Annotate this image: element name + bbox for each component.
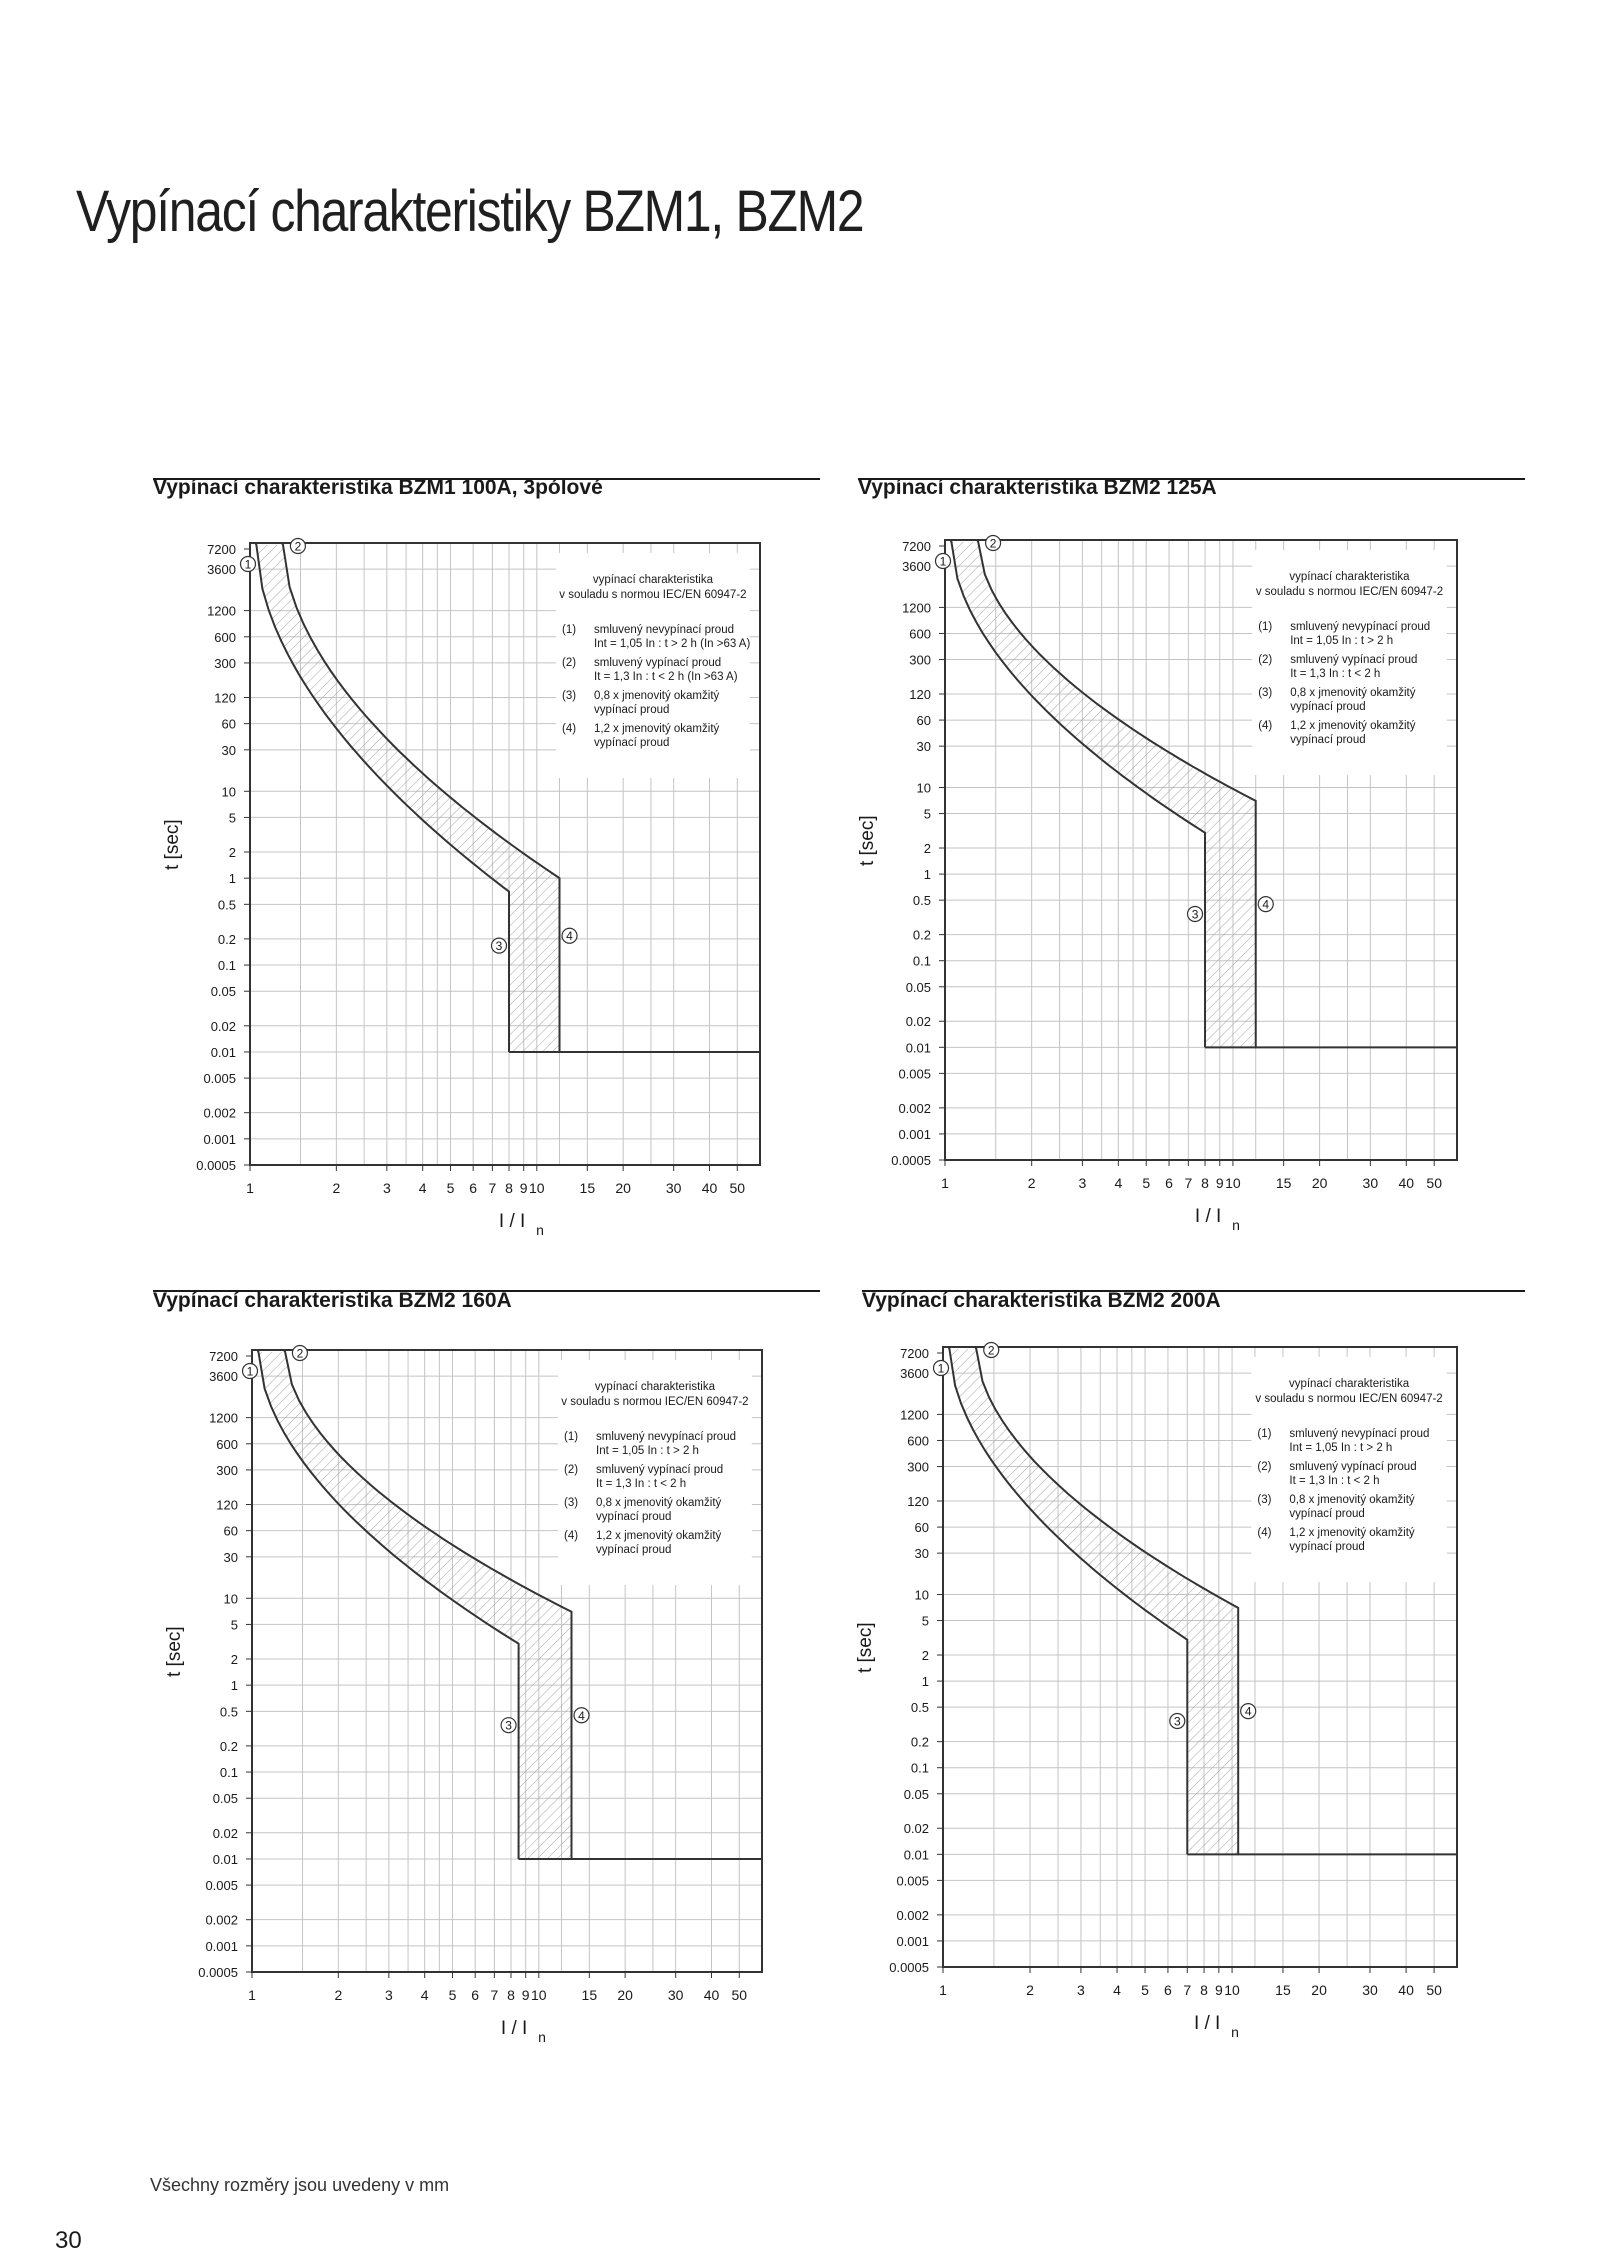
y-tick-label: 0.2	[219, 1738, 238, 1754]
y-tick-label: 10	[221, 784, 236, 800]
marker-label-3: 3	[1191, 907, 1199, 922]
x-tick-label: 15	[1275, 1982, 1291, 1998]
legend-item-text: vypínací proud	[1290, 734, 1366, 746]
x-tick-label: 8	[505, 1180, 513, 1196]
y-tick-label: 0.2	[217, 931, 236, 947]
legend-item-number: (2)	[1258, 654, 1273, 666]
legend-item-text: It = 1,3 In : t < 2 h	[1289, 1475, 1380, 1487]
legend-item-number: (1)	[1257, 1428, 1272, 1440]
y-tick-label: 2	[923, 841, 931, 857]
y-tick-label: 0.05	[212, 1791, 238, 1807]
y-tick-label: 0.01	[905, 1040, 931, 1056]
legend-item-number: (4)	[1257, 1527, 1272, 1539]
y-tick-label: 10	[916, 780, 931, 796]
legend-title: vypínací charakteristika	[1289, 571, 1410, 583]
x-tick-label: 4	[418, 1180, 427, 1196]
legend-item-text: Int = 1,05 In : t > 2 h	[1289, 1442, 1393, 1454]
y-tick-label: 300	[216, 1462, 238, 1478]
x-tick-label: 8	[507, 1987, 515, 2003]
x-tick-label: 5	[1141, 1982, 1149, 1998]
y-tick-label: 30	[916, 739, 931, 755]
y-tick-label: 0.5	[912, 893, 931, 909]
y-tick-label: 1	[923, 867, 931, 883]
y-tick-label: 600	[909, 626, 931, 642]
y-tick-label: 2	[921, 1648, 929, 1664]
trip-chart-4	[855, 1343, 1457, 2041]
legend-item-text: 0,8 x jmenovitý okamžitý	[1289, 1494, 1415, 1506]
legend-item-text: smluvený vypínací proud	[1289, 1461, 1417, 1473]
y-tick-label: 600	[214, 629, 236, 645]
trip-chart-3	[164, 1346, 762, 2046]
y-tick-label: 0.02	[903, 1821, 929, 1837]
x-tick-label: 40	[703, 1987, 720, 2003]
y-tick-label: 0.002	[203, 1105, 236, 1121]
marker-label-1: 1	[246, 1364, 254, 1379]
y-tick-label: 5	[921, 1613, 929, 1629]
chart-heading-bzm2-160a: Vypínací charakteristika BZM2 160A	[153, 1289, 512, 1312]
x-tick-label: 2	[1026, 1982, 1034, 1998]
legend-title: vypínací charakteristika	[592, 574, 713, 586]
trip-band-fill	[949, 1347, 1238, 1854]
legend-item-text: Int = 1,05 In : t > 2 h	[596, 1445, 699, 1457]
y-tick-label: 3600	[209, 1369, 238, 1385]
x-tick-label: 2	[334, 1987, 343, 2003]
legend-item-text: vypínací proud	[594, 737, 670, 749]
x-tick-label: 2	[332, 1180, 341, 1196]
legend-item-number: (4)	[564, 1530, 579, 1542]
marker-label-2: 2	[294, 539, 302, 554]
x-tick-label: 30	[1362, 1982, 1378, 1998]
x-tick-label: 6	[469, 1180, 478, 1196]
y-tick-label: 10	[914, 1587, 929, 1603]
trip-band-fill	[258, 1350, 571, 1859]
x-tick-label: 1	[941, 1175, 949, 1191]
legend-item-text: 1,2 x jmenovitý okamžitý	[596, 1530, 722, 1542]
y-tick-label: 0.2	[910, 1734, 929, 1750]
y-tick-label: 0.005	[205, 1878, 238, 1894]
legend-item-text: vypínací proud	[1289, 1541, 1365, 1553]
x-tick-label: 40	[1398, 1982, 1414, 1998]
x-tick-label: 4	[420, 1987, 429, 2003]
legend-item-number: (2)	[1257, 1461, 1272, 1473]
legend-item-text: Int = 1,05 In : t > 2 h	[1290, 635, 1394, 647]
legend-item-text: 1,2 x jmenovitý okamžitý	[1289, 1527, 1415, 1539]
x-axis-label-subscript: n	[1232, 1217, 1240, 1233]
y-tick-label: 7200	[902, 539, 931, 554]
x-tick-label: 9	[1214, 1982, 1223, 1998]
x-tick-label: 15	[579, 1180, 596, 1196]
x-tick-label: 30	[1362, 1175, 1379, 1191]
y-tick-label: 0.005	[896, 1873, 929, 1889]
x-tick-label: 5	[446, 1180, 455, 1196]
legend-item-text: smluvený nevypínací proud	[596, 1431, 736, 1443]
legend-item-text: smluvený vypínací proud	[594, 657, 722, 669]
x-axis-label-subscript: n	[1231, 2024, 1239, 2040]
y-tick-label: 0.1	[910, 1760, 929, 1776]
y-tick-label: 0.02	[212, 1825, 238, 1841]
x-tick-label: 50	[729, 1180, 746, 1196]
chart-heading-bzm2-125a: Vypínací charakteristika BZM2 125A	[858, 476, 1217, 499]
trip-chart-2	[857, 536, 1457, 1234]
y-tick-label: 300	[907, 1459, 929, 1475]
marker-label-3: 3	[505, 1718, 512, 1733]
y-tick-label: 2	[228, 845, 236, 861]
y-tick-label: 0.1	[217, 958, 236, 974]
x-tick-label: 6	[1165, 1175, 1173, 1191]
x-axis-label-subscript: n	[536, 1222, 544, 1238]
legend-item-number: (1)	[1258, 621, 1273, 633]
y-tick-label: 300	[214, 655, 236, 671]
y-tick-label: 5	[228, 810, 236, 826]
y-tick-label: 0.02	[905, 1014, 931, 1030]
page-title: Vypínací charakteristiky BZM1, BZM2	[76, 179, 864, 244]
marker-label-2: 2	[987, 1343, 995, 1358]
legend-item-text: It = 1,3 In : t < 2 h	[1290, 668, 1381, 680]
y-tick-label: 60	[916, 713, 931, 729]
y-tick-label: 0.1	[219, 1765, 238, 1781]
y-tick-label: 1200	[902, 600, 931, 616]
y-tick-label: 60	[221, 716, 236, 732]
legend-item-number: (4)	[1258, 720, 1273, 732]
y-tick-label: 120	[909, 687, 931, 703]
legend-item-text: 0,8 x jmenovitý okamžitý	[1290, 687, 1416, 699]
legend-item-text: vypínací proud	[596, 1511, 672, 1523]
x-tick-label: 15	[581, 1987, 598, 2003]
y-tick-label: 0.01	[210, 1044, 236, 1060]
legend-item-text: smluvený nevypínací proud	[594, 624, 734, 636]
x-tick-label: 2	[1027, 1175, 1036, 1191]
legend-item-text: smluvený vypínací proud	[596, 1464, 724, 1476]
y-tick-label: 5	[230, 1617, 238, 1633]
y-tick-label: 1200	[209, 1410, 238, 1426]
marker-label-4: 4	[1244, 1704, 1252, 1719]
marker-label-3: 3	[495, 939, 503, 954]
x-tick-label: 4	[1113, 1982, 1121, 1998]
x-axis-label: I / I	[1194, 1206, 1222, 1227]
y-tick-label: 1	[228, 871, 236, 887]
y-tick-label: 0.0005	[889, 1960, 929, 1975]
y-axis-label: t [sec]	[857, 815, 878, 867]
legend-item-text: 0,8 x jmenovitý okamžitý	[596, 1497, 722, 1509]
marker-label-1: 1	[939, 554, 947, 569]
chart-heading-bzm1-100a: Vypínací charakteristika BZM1 100A, 3pólové	[153, 476, 603, 499]
legend-item-number: (3)	[1258, 687, 1273, 699]
x-tick-label: 30	[665, 1180, 682, 1196]
y-tick-label: 0.001	[898, 1126, 931, 1142]
x-tick-label: 20	[615, 1180, 631, 1196]
x-tick-label: 20	[617, 1987, 633, 2003]
y-tick-label: 0.0005	[196, 1158, 236, 1173]
x-tick-label: 5	[448, 1987, 457, 2003]
y-tick-label: 0.01	[212, 1851, 238, 1867]
y-tick-label: 0.05	[905, 979, 931, 995]
x-tick-label: 20	[1311, 1982, 1327, 1998]
y-tick-label: 0.2	[912, 927, 931, 943]
y-tick-label: 1	[921, 1674, 929, 1690]
y-tick-label: 1200	[900, 1407, 929, 1423]
legend-title: vypínací charakteristika	[594, 1381, 715, 1393]
trip-chart-1	[162, 539, 760, 1239]
x-tick-label: 7	[1183, 1982, 1192, 1998]
marker-label-2: 2	[296, 1346, 304, 1361]
y-tick-label: 3600	[207, 562, 236, 578]
x-tick-label: 40	[1398, 1175, 1415, 1191]
y-tick-label: 0.001	[203, 1131, 236, 1147]
y-tick-label: 7200	[900, 1346, 929, 1361]
x-tick-label: 1	[939, 1982, 947, 1998]
x-axis-label: I / I	[1193, 2013, 1221, 2034]
x-tick-label: 7	[488, 1180, 497, 1196]
marker-label-1: 1	[244, 557, 252, 572]
y-tick-label: 7200	[207, 542, 236, 557]
y-tick-label: 0.1	[912, 953, 931, 969]
legend-item-number: (1)	[564, 1431, 579, 1443]
x-tick-label: 10	[529, 1180, 545, 1196]
legend-item-text: smluvený vypínací proud	[1290, 654, 1418, 666]
y-axis-label: t [sec]	[162, 819, 183, 871]
legend-item-text: vypínací proud	[1290, 701, 1366, 713]
legend-title: v souladu s normou IEC/EN 60947-2	[1255, 586, 1444, 598]
legend-title: v souladu s normou IEC/EN 60947-2	[559, 589, 747, 601]
x-tick-label: 1	[246, 1180, 254, 1196]
x-tick-label: 10	[1224, 1982, 1240, 1998]
legend-item-text: 1,2 x jmenovitý okamžitý	[1290, 720, 1416, 732]
x-tick-label: 20	[1311, 1175, 1328, 1191]
y-tick-label: 120	[214, 690, 236, 706]
y-tick-label: 30	[223, 1549, 238, 1565]
x-tick-label: 30	[667, 1987, 684, 2003]
y-tick-label: 30	[221, 742, 236, 758]
x-tick-label: 3	[1078, 1175, 1087, 1191]
x-tick-label: 40	[701, 1180, 718, 1196]
legend-item-number: (2)	[562, 657, 577, 669]
page-number: 30	[55, 2227, 82, 2254]
marker-label-4: 4	[578, 1708, 585, 1723]
y-tick-label: 120	[907, 1494, 929, 1510]
x-tick-label: 7	[1184, 1175, 1193, 1191]
y-tick-label: 0.05	[903, 1786, 929, 1802]
y-tick-label: 0.02	[210, 1018, 236, 1034]
legend-item-text: Int = 1,05 In : t > 2 h (In >63 A)	[594, 638, 751, 650]
legend-item-text: It = 1,3 In : t < 2 h (In >63 A)	[594, 671, 738, 683]
y-tick-label: 3600	[900, 1366, 929, 1382]
legend-item-number: (1)	[562, 624, 577, 636]
y-tick-label: 60	[223, 1523, 238, 1539]
x-tick-label: 10	[531, 1987, 547, 2003]
y-tick-label: 7200	[209, 1349, 238, 1364]
x-tick-label: 50	[731, 1987, 748, 2003]
x-axis-label: I / I	[498, 1211, 526, 1232]
y-tick-label: 1	[230, 1678, 238, 1694]
legend-item-text: 0,8 x jmenovitý okamžitý	[594, 690, 720, 702]
legend-item-text: smluvený nevypínací proud	[1289, 1428, 1430, 1440]
legend-item-text: 1,2 x jmenovitý okamžitý	[594, 723, 720, 735]
marker-label-4: 4	[566, 929, 573, 944]
y-tick-label: 3600	[902, 559, 931, 575]
y-tick-label: 1200	[207, 603, 236, 619]
marker-label-4: 4	[1262, 897, 1270, 912]
x-axis-label-subscript: n	[538, 2029, 546, 2045]
y-tick-label: 0.001	[205, 1938, 238, 1954]
x-tick-label: 6	[1164, 1982, 1172, 1998]
x-tick-label: 1	[248, 1987, 256, 2003]
legend-item-text: smluvený nevypínací proud	[1290, 621, 1431, 633]
y-tick-label: 0.5	[910, 1700, 929, 1716]
y-tick-label: 0.002	[205, 1912, 238, 1928]
marker-label-3: 3	[1173, 1714, 1181, 1729]
legend-item-number: (3)	[1257, 1494, 1272, 1506]
x-tick-label: 3	[1077, 1982, 1085, 1998]
x-tick-label: 5	[1142, 1175, 1151, 1191]
y-tick-label: 0.0005	[891, 1153, 931, 1168]
x-tick-label: 9	[519, 1180, 528, 1196]
y-tick-label: 2	[230, 1652, 238, 1668]
x-tick-label: 8	[1201, 1175, 1209, 1191]
x-tick-label: 3	[384, 1987, 393, 2003]
x-tick-label: 8	[1200, 1982, 1208, 1998]
x-tick-label: 9	[521, 1987, 530, 2003]
legend-title: vypínací charakteristika	[1288, 1378, 1410, 1390]
legend-title: v souladu s normou IEC/EN 60947-2	[1255, 1393, 1443, 1405]
x-tick-label: 50	[1426, 1982, 1442, 1998]
y-tick-label: 0.002	[896, 1907, 929, 1923]
x-tick-label: 9	[1215, 1175, 1224, 1191]
marker-label-1: 1	[937, 1361, 945, 1376]
x-axis-label: I / I	[500, 2018, 528, 2039]
x-tick-label: 3	[382, 1180, 391, 1196]
legend-item-text: vypínací proud	[594, 704, 670, 716]
legend-title: v souladu s normou IEC/EN 60947-2	[561, 1396, 749, 1408]
x-tick-label: 15	[1275, 1175, 1292, 1191]
y-tick-label: 0.5	[219, 1704, 238, 1720]
y-tick-label: 0.005	[203, 1071, 236, 1087]
legend-item-text: It = 1,3 In : t < 2 h	[596, 1478, 687, 1490]
footer-note: Všechny rozměry jsou uvedeny v mm	[150, 2175, 450, 2195]
y-tick-label: 120	[216, 1497, 238, 1513]
x-tick-label: 7	[490, 1987, 499, 2003]
y-tick-label: 60	[914, 1520, 929, 1536]
y-tick-label: 0.002	[898, 1100, 931, 1116]
y-tick-label: 600	[216, 1436, 238, 1452]
legend-item-text: vypínací proud	[596, 1544, 672, 1556]
chart-heading-bzm2-200a: Vypínací charakteristika BZM2 200A	[862, 1289, 1221, 1312]
y-tick-label: 0.001	[896, 1933, 929, 1949]
x-tick-label: 4	[1114, 1175, 1123, 1191]
legend-item-number: (3)	[562, 690, 577, 702]
legend-item-number: (2)	[564, 1464, 579, 1476]
y-tick-label: 30	[914, 1546, 929, 1562]
trip-band-fill	[951, 540, 1256, 1047]
y-tick-label: 0.005	[898, 1066, 931, 1082]
y-tick-label: 0.0005	[198, 1965, 238, 1980]
y-tick-label: 5	[923, 806, 931, 822]
legend-item-text: vypínací proud	[1289, 1508, 1365, 1520]
x-tick-label: 6	[471, 1987, 480, 2003]
marker-label-2: 2	[989, 536, 997, 551]
y-tick-label: 0.5	[217, 897, 236, 913]
legend-item-number: (3)	[564, 1497, 579, 1509]
legend-item-number: (4)	[562, 723, 577, 735]
y-axis-label: t [sec]	[855, 1622, 876, 1674]
y-tick-label: 600	[907, 1433, 929, 1449]
x-tick-label: 10	[1225, 1175, 1241, 1191]
y-tick-label: 10	[223, 1591, 238, 1607]
y-tick-label: 300	[909, 652, 931, 668]
x-tick-label: 50	[1426, 1175, 1442, 1191]
y-tick-label: 0.01	[903, 1847, 929, 1863]
y-tick-label: 0.05	[210, 984, 236, 1000]
y-axis-label: t [sec]	[164, 1626, 185, 1678]
